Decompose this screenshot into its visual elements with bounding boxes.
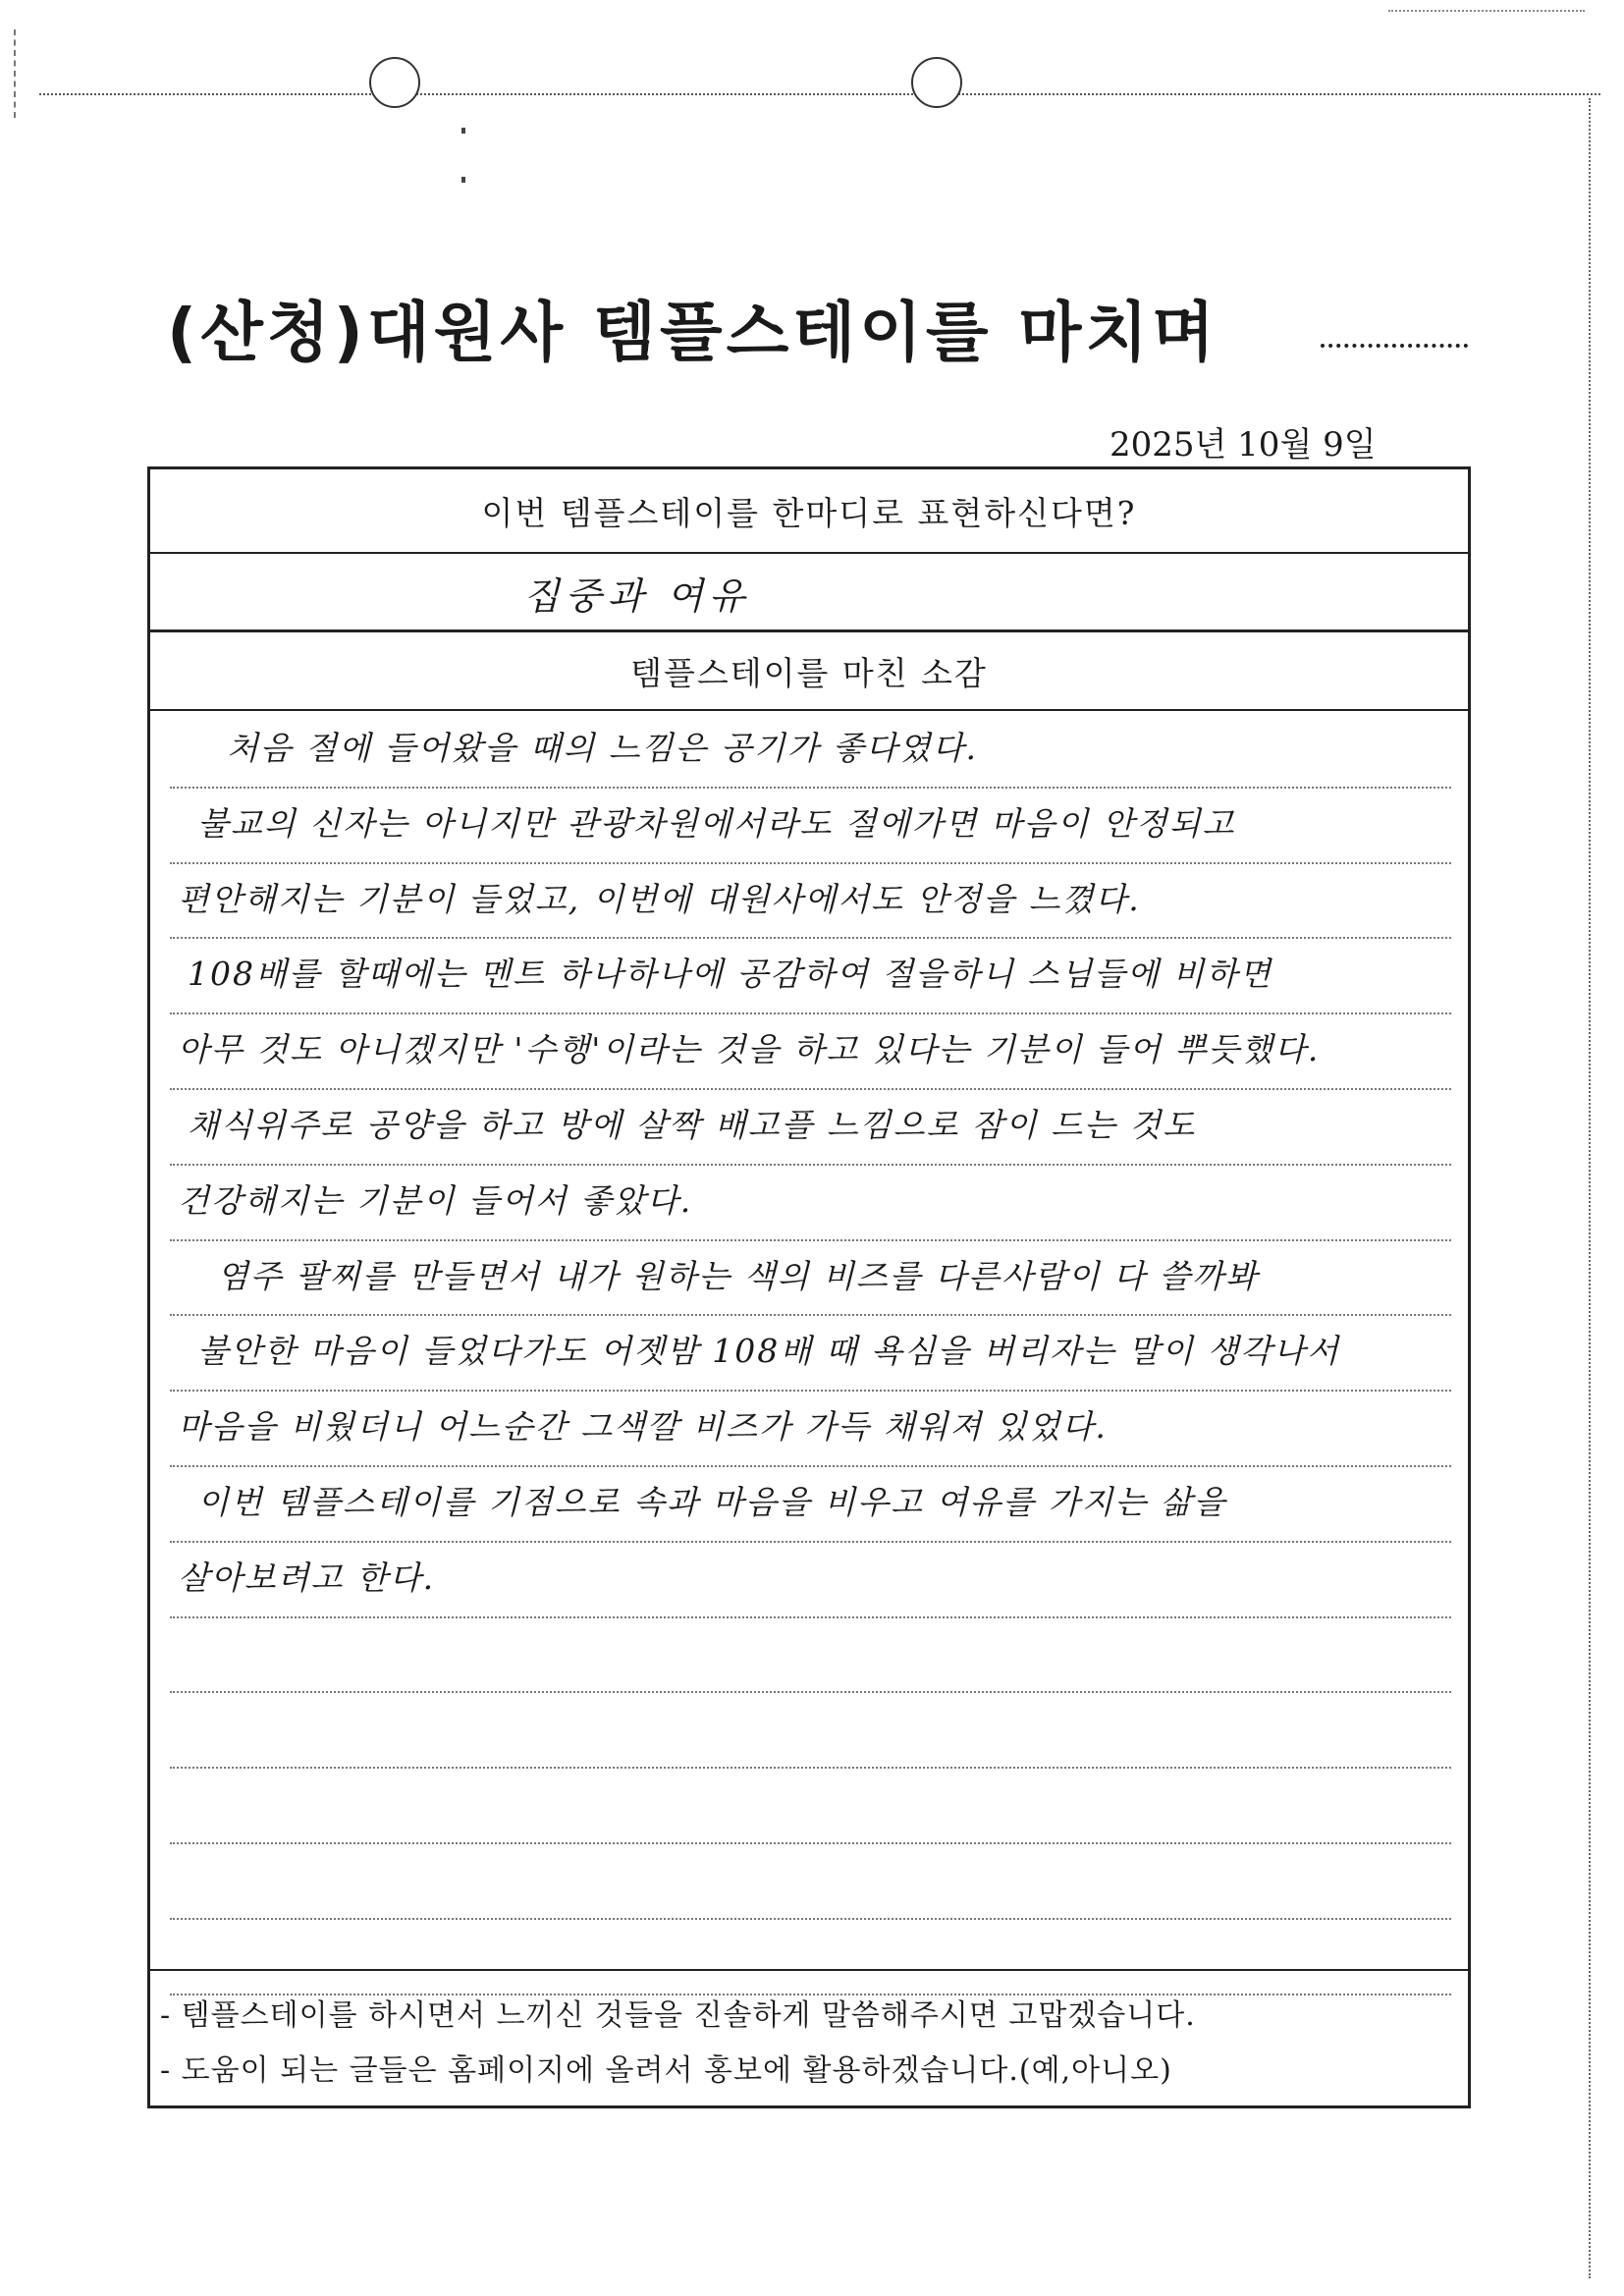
form-notes <box>150 1969 1468 2106</box>
scan-speck <box>461 128 465 134</box>
essay-line: 살아보려고 한다. <box>178 1558 436 1597</box>
essay-line: 염주 팔찌를 만들면서 내가 원하는 색의 비즈를 다른사람이 다 쓸까봐 <box>217 1256 1259 1295</box>
essay-line: 108배를 할때에는 멘트 하나하나에 공감하여 절을하니 스님들에 비하면 <box>188 955 1272 994</box>
punch-hole-left <box>369 57 420 108</box>
ruled-line <box>170 1691 1451 1693</box>
survey-form <box>147 466 1471 2108</box>
question-two-header: 템플스테이를 마친 소감 <box>150 632 1468 711</box>
ruled-line <box>170 1918 1451 1920</box>
essay-line: 불교의 신자는 아니지만 관광차원에서라도 절에가면 마음이 안정되고 <box>197 803 1236 843</box>
essay-line: 불안한 마음이 들었다가도 어젯밤 108배 때 욕심을 버리자는 말이 생각나서 <box>197 1332 1340 1371</box>
punch-hole-right <box>911 57 962 108</box>
ruled-line <box>170 1842 1451 1844</box>
essay-line: 아무 것도 아니겠지만 '수행'이라는 것을 하고 있다는 기분이 들어 뿌듯했다. <box>178 1030 1321 1069</box>
essay-line: 건강해지는 기분이 들어서 좋았다. <box>178 1180 693 1220</box>
note-line: - 도움이 되는 글들은 홈페이지에 올려서 홍보에 활용하겠습니다.(예,아니오) <box>160 2053 1172 2088</box>
document-title: (산청)대원사 템플스테이를 마치며 <box>167 295 1218 370</box>
scan-edge-left <box>14 29 16 118</box>
scan-edge-right <box>1589 98 1591 2278</box>
ruled-line <box>170 1616 1451 1618</box>
perforation-line <box>39 93 1600 95</box>
answer-one-row <box>150 554 1468 632</box>
question-one-header: 이번 템플스테이를 한마디로 표현하신다면? <box>150 469 1468 554</box>
essay-line: 편안해지는 기분이 들었고, 이번에 대원사에서도 안정을 느꼈다. <box>178 879 1141 918</box>
note-line: - 템플스테이를 하시면서 느끼신 것들을 진솔하게 말씀해주시면 고맙겠습니다. <box>160 1998 1196 2033</box>
scan-edge-mark <box>1388 10 1585 12</box>
answer-one-text: 집중과 여유 <box>523 574 751 618</box>
ruled-line <box>170 1767 1451 1769</box>
essay-line: 채식위주로 공양을 하고 방에 살짝 배고플 느낌으로 잠이 드는 것도 <box>188 1106 1197 1144</box>
essay-line: 이번 템플스테이를 기점으로 속과 마음을 비우고 여유를 가지는 삶을 <box>197 1483 1227 1521</box>
essay-line: 마음을 비웠더니 어느순간 그색깔 비즈가 가득 채워져 있었다. <box>178 1407 1108 1447</box>
scan-speck <box>461 177 465 183</box>
document-date: 2025년 10월 9일 <box>1110 425 1377 465</box>
essay-line: 처음 절에 들어왔을 때의 느낌은 공기가 좋다였다. <box>227 729 978 767</box>
title-trailing-dots <box>1321 344 1468 348</box>
